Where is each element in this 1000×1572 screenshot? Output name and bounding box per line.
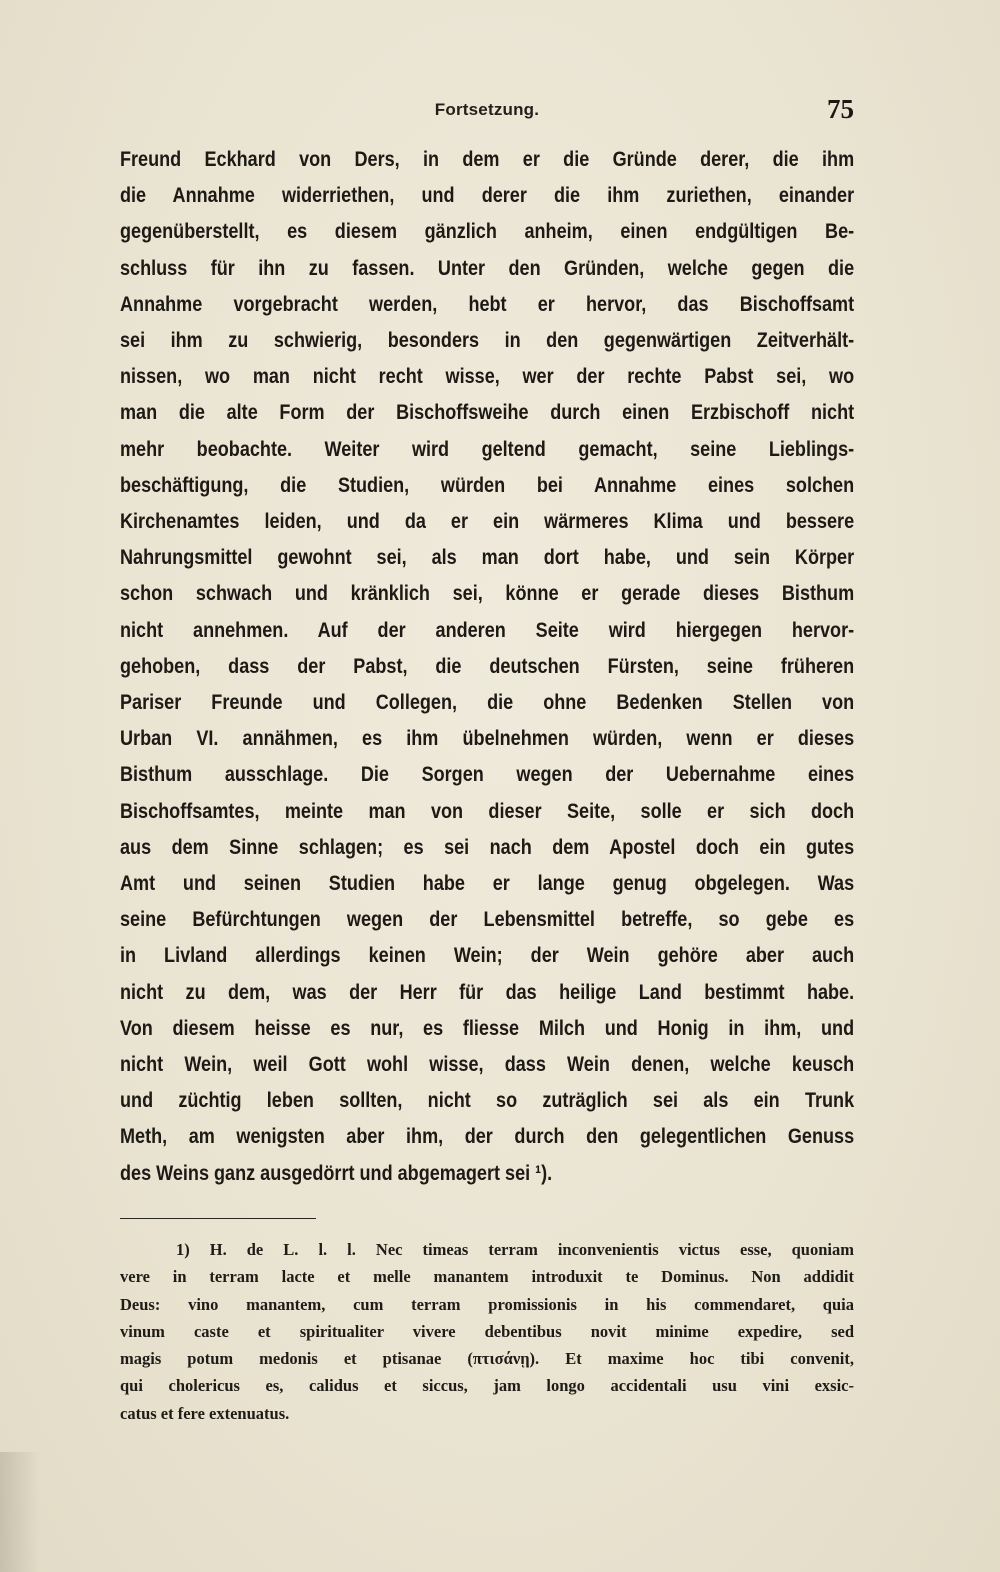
text-line: Von diesem heisse es nur, es fliesse Milch und Honig in ihm, und [120,1016,855,1040]
page-header [120,94,854,140]
footnote-line: qui cholericus es, calidus et siccus, jam longo accidentali usu vini exsic- [120,1376,854,1396]
text-line: Freund Eckhard von Ders, in dem er die Gründe derer, die ihm [120,148,855,171]
footnote-line: Deus: vino manantem, cum terram promissionis in his commendaret, quia [120,1294,854,1314]
text-line: Urban VI. annähmen, es ihm übelnehmen würden, wenn er dieses [120,727,855,751]
page-number: 75 [827,94,854,124]
page-edge-shadow [0,1452,40,1572]
text-line: beschäftigung, die Studien, würden bei Annahme eines solchen [120,473,855,497]
text-line: in Livland allerdings keinen Wein; der Wein gehöre aber auch [120,944,855,968]
text-line: Nahrungsmittel gewohnt sei, als man dort habe, und sein Körper [120,546,855,570]
footnote-line: vere in terram lacte et melle manantem introduxit te Dominus. Non addidit [120,1267,854,1287]
text-line: Meth, am wenigsten aber ihm, der durch den gelegentlichen Genuss [120,1125,855,1149]
text-line: schluss für ihn zu fassen. Unter den Gründen, welche gegen die [120,256,855,280]
text-line: nicht zu dem, was der Herr für das heilige Land bestimmt habe. [120,980,855,1004]
text-line: sei ihm zu schwierig, besonders in den gegenwärtigen Zeitverhält- [120,329,855,353]
footnote-line: vinum caste et spiritualiter vivere debentibus novit minime expedire, sed [120,1321,854,1341]
footnote-line: catus et fere extenuatus. [120,1403,290,1423]
text-line: aus dem Sinne schlagen; es sei nach dem Apostel doch ein gutes [120,835,855,859]
running-title: Fortsetzung. [434,100,540,119]
text-line: die Annahme widerriethen, und derer die ihm zuriethen, einander [120,184,855,208]
text-line: Bischoffsamtes, meinte man von dieser Seite, solle er sich doch [120,799,855,823]
text-line: und züchtig leben sollten, nicht so zuträglich sei als ein Trunk [120,1089,855,1113]
text-line: des Weins ganz ausgedörrt und abgemagert sei ¹). [120,1161,553,1185]
text-line: Amt und seinen Studien habe er lange genug obgelegen. Was [120,872,855,896]
text-line: man die alte Form der Bischoffsweihe durch einen Erzbischoff nicht [120,401,855,425]
text-line: nissen, wo man nicht recht wisse, wer der rechte Pabst sei, wo [120,365,855,389]
text-line: Bisthum ausschlage. Die Sorgen wegen der Uebernahme eines [120,763,855,787]
footnote-divider [120,1218,316,1219]
text-line: mehr beobachte. Weiter wird geltend gemacht, seine Lieblings- [120,437,855,461]
text-line: gegenüberstellt, es diesem gänzlich anheim, einen endgültigen Be- [120,220,855,244]
text-line: Annahme vorgebracht werden, hebt er hervor, das Bischoffsamt [120,292,855,316]
text-line: schon schwach und kränklich sei, könne er gerade dieses Bisthum [120,582,855,606]
footnote [120,1236,854,1427]
text-line: nicht annehmen. Auf der anderen Seite wird hiergegen hervor- [120,618,855,642]
text-line: Kirchenamtes leiden, und da er ein wärmeres Klima und bessere [120,510,855,534]
text-line: gehoben, dass der Pabst, die deutschen Fürsten, seine früheren [120,654,855,678]
text-line: nicht Wein, weil Gott wohl wisse, dass Wein denen, welche keusch [120,1053,855,1077]
main-text [120,142,854,1192]
text-line: Pariser Freunde und Collegen, die ohne Bedenken Stellen von [120,691,855,715]
text-line: seine Befürchtungen wegen der Lebensmittel betreffe, so gebe es [120,908,855,932]
footnote-line: 1) H. de L. l. l. Nec timeas terram inconvenientis victus esse, quoniam [176,1240,854,1259]
footnote-line: magis potum medonis et ptisanae (πτισάνῃ). Et maxime hoc tibi convenit, [120,1349,854,1369]
